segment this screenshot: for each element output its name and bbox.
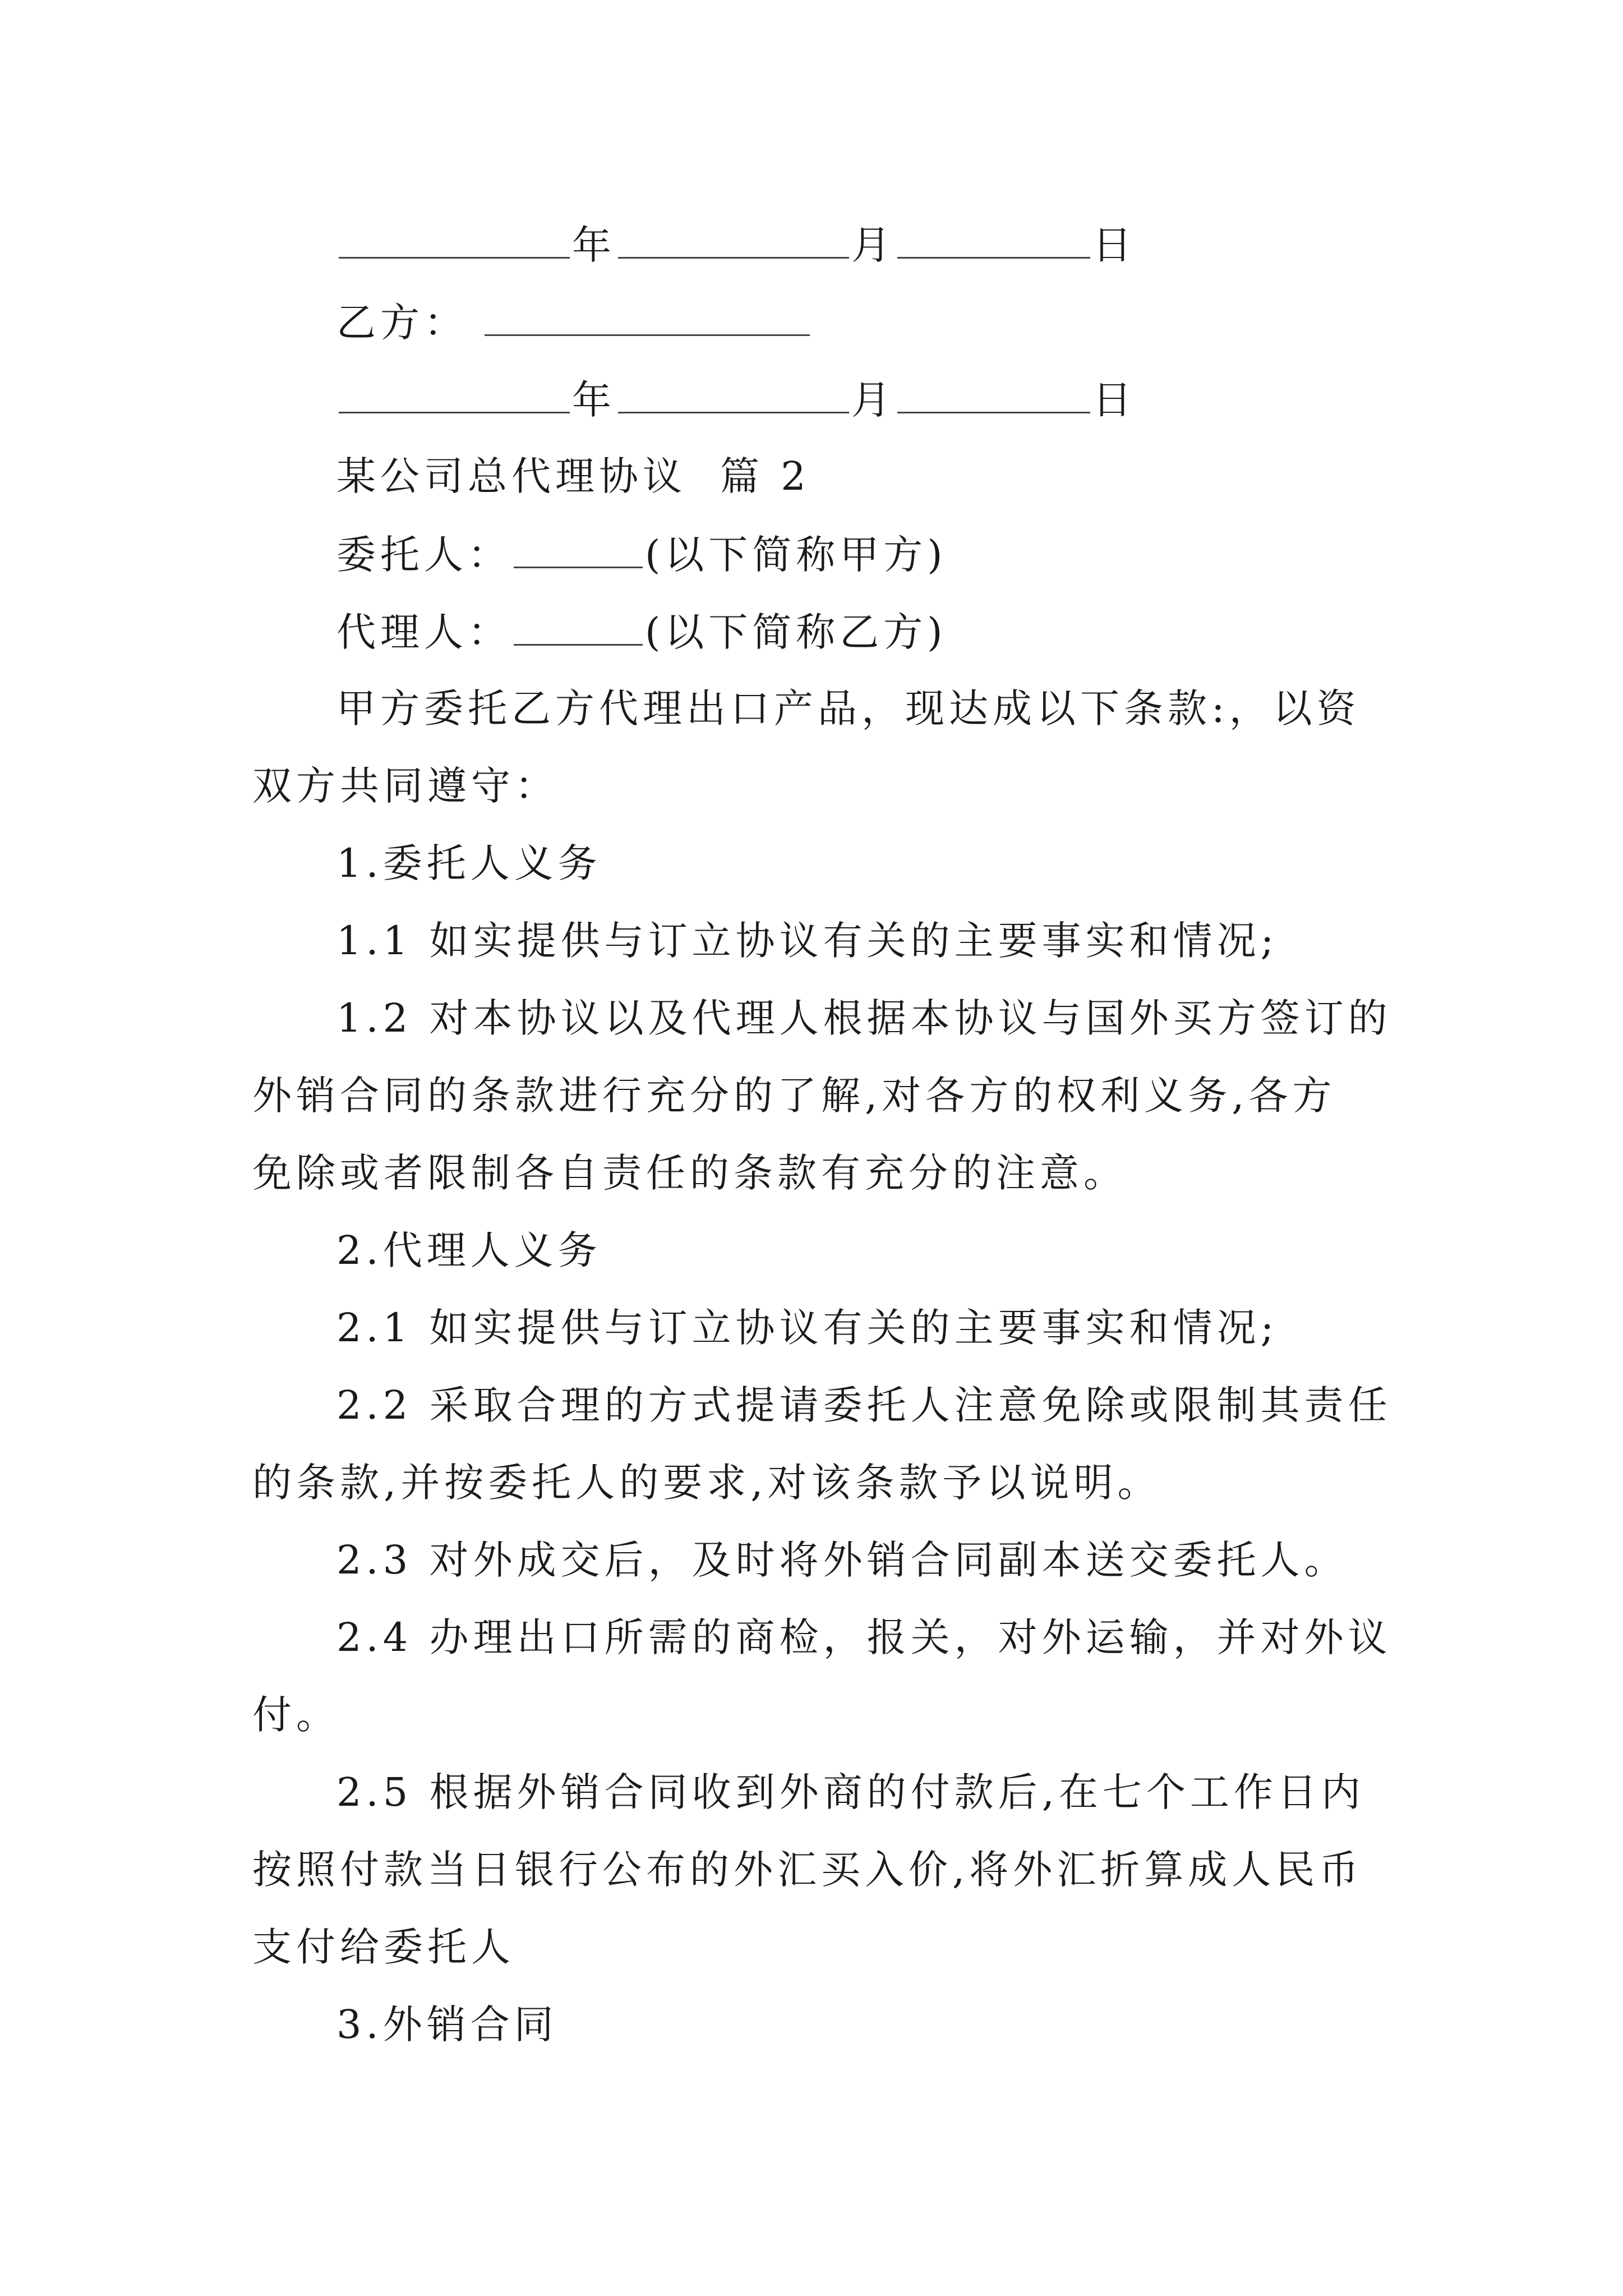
clause-2-5: 按照付款当日银行公布的外汇买入价,将外汇折算成人民币 [252,1847,1363,1893]
clause-1-2: 外销合同的条款进行充分的了解,对各方的权利义务,各方 [252,1073,1336,1119]
day-label: 日 [1092,222,1136,268]
date-line-1 [336,222,1136,268]
clause-1-2: 免除或者限制各自责任的条款有充分的注意。 [252,1150,1127,1196]
party-b-line [336,300,812,346]
principal-note: (以下简称甲方) [645,532,947,578]
month-blank [618,379,849,413]
clause-2-5: 2.5 根据外销合同收到外商的付款后,在七个工作日内 [336,1769,1365,1815]
agent-blank [514,611,643,646]
day-label: 日 [1092,377,1136,423]
day-blank [897,224,1090,259]
clause-2-4: 付。 [252,1692,340,1738]
month-label: 月 [851,377,895,423]
year-blank [339,379,570,413]
month-blank [618,224,849,259]
clause-2-1: 2.1 如实提供与订立协议有关的主要事实和情况; [336,1305,1279,1351]
clause-heading-1: 1.委托人义务 [336,840,602,886]
section-heading [336,453,810,499]
clause-heading-3: 3.外销合同 [336,2001,558,2047]
agent-note: (以下简称乙方) [645,609,947,655]
date-line-2 [336,377,1136,423]
intro-line: 甲方委托乙方代理出口产品，现达成以下条款:，以资 [336,685,1361,731]
intro-line: 双方共同遵守： [252,763,559,809]
agent-line [336,609,947,655]
principal-line [336,532,947,578]
clause-2-5: 支付给委托人 [252,1924,515,1970]
section-title: 某公司总代理协议 [336,453,686,499]
clause-2-3: 2.3 对外成交后，及时将外销合同副本送交委托人。 [336,1537,1348,1583]
day-blank [897,379,1090,413]
year-label: 年 [572,222,616,268]
party-b-blank [485,302,810,336]
year-label: 年 [572,377,616,423]
clause-1-2: 1.2 对本协议以及代理人根据本协议与国外买方签订的 [336,995,1392,1041]
month-label: 月 [851,222,895,268]
clause-2-4: 2.4 办理出口所需的商检，报关，对外运输，并对外议 [336,1614,1392,1660]
party-b-label: 乙方： [336,300,468,346]
clause-heading-2: 2.代理人义务 [336,1227,602,1273]
principal-blank [514,534,643,568]
clause-2-2: 2.2 采取合理的方式提请委托人注意免除或限制其责任 [336,1382,1392,1428]
principal-label: 委托人： [336,532,511,578]
clause-1-1: 1.1 如实提供与订立协议有关的主要事实和情况; [336,918,1279,964]
section-part: 篇 2 [720,453,810,499]
agent-label: 代理人： [336,609,511,655]
year-blank [339,224,570,259]
clause-2-2: 的条款,并按委托人的要求,对该条款予以说明。 [252,1460,1161,1506]
